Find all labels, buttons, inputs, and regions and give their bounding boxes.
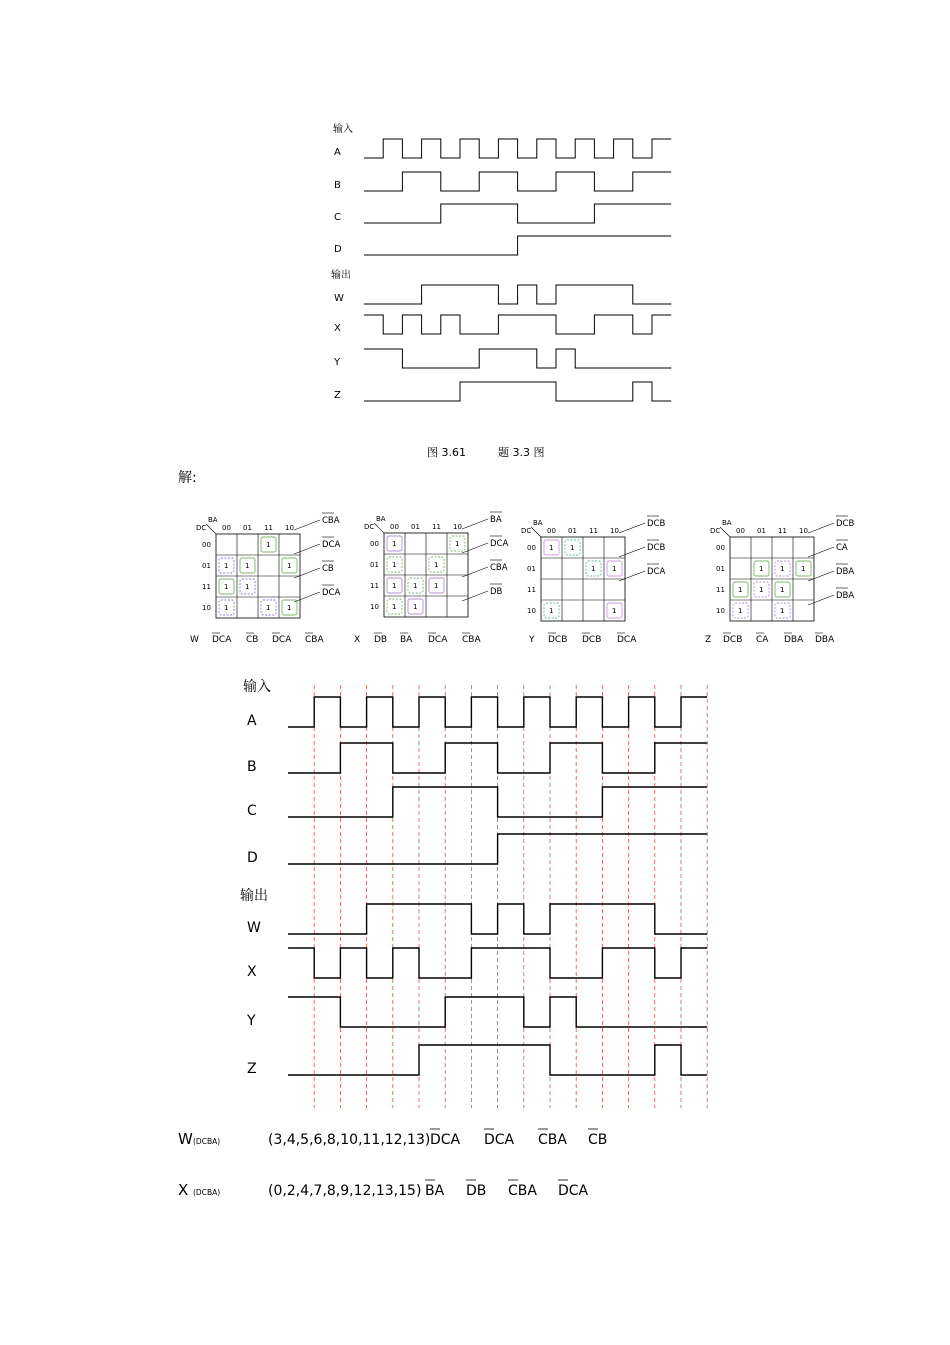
kmap-cell-one: 1	[780, 607, 785, 615]
kmap-row-label: 00	[202, 541, 211, 549]
kmap-term: DCA	[617, 635, 637, 645]
equation-term: CBA	[508, 1183, 537, 1199]
waveform-2-b	[288, 743, 707, 773]
input-heading-2: 输入	[243, 679, 271, 695]
kmap-callout-line	[619, 523, 645, 533]
kmap-term: DBA	[784, 635, 804, 645]
kmap-col-label: 00	[222, 524, 231, 532]
kmap-term: DBA	[815, 635, 835, 645]
waveform-z	[364, 382, 671, 401]
kmap-cell-one: 1	[591, 565, 596, 573]
kmap-row-label: 01	[370, 561, 379, 569]
signal-label-d: D	[334, 244, 342, 255]
kmap-callout: DB	[490, 587, 503, 597]
kmap-callout-line	[462, 567, 488, 577]
waveform-w	[364, 285, 671, 304]
figure-number: 图 3.61	[427, 446, 466, 459]
kmap-callout-line	[294, 520, 320, 530]
kmap-cell-one: 1	[287, 562, 292, 570]
kmap-col-label: 10	[453, 523, 462, 531]
waveform-x	[364, 315, 671, 334]
kmap-w	[190, 513, 340, 645]
equation-subscript: (DCBA)	[193, 1137, 221, 1146]
figure-caption: 题 3.3 图	[498, 446, 545, 459]
solution-label: 解:	[178, 470, 197, 486]
kmap-term: DCA	[272, 635, 292, 645]
waveform-2-d	[288, 834, 707, 864]
kmap-term: DCB	[723, 635, 743, 645]
waveform-c	[364, 204, 671, 223]
waveform-b	[364, 172, 671, 191]
signal-label-b: B	[334, 180, 341, 191]
kmap-callout: CA	[836, 543, 848, 553]
kmap-cell-one: 1	[759, 586, 764, 594]
kmap-term: DCA	[428, 635, 448, 645]
kmap-row-label: 10	[202, 604, 211, 612]
karnaugh-maps	[190, 512, 854, 645]
kmap-cell-one: 1	[224, 583, 229, 591]
equation-x	[178, 1180, 589, 1199]
kmap-row-label: 01	[527, 565, 536, 573]
kmap-term: CBA	[305, 635, 324, 645]
kmap-col-header: BA	[722, 519, 732, 527]
waveform-2-a	[288, 697, 707, 727]
waveform-y	[364, 349, 671, 368]
kmap-cell-one: 1	[801, 565, 806, 573]
equation-minterms: (0,2,4,7,8,9,12,13,15)	[268, 1183, 422, 1199]
kmap-cell-one: 1	[612, 607, 617, 615]
waveform-a	[364, 139, 671, 158]
equation-term: CBA	[538, 1132, 567, 1148]
kmap-cell-one: 1	[413, 603, 418, 611]
timing-diagram-top	[331, 122, 671, 401]
kmap-callout: DCB	[647, 543, 666, 553]
kmap-col-label: 01	[568, 527, 577, 535]
kmap-cell-one: 1	[392, 540, 397, 548]
kmap-corner	[531, 527, 541, 537]
kmap-cell-one: 1	[245, 583, 250, 591]
kmap-col-label: 01	[411, 523, 420, 531]
kmap-term: DCB	[548, 635, 568, 645]
kmap-term: DB	[374, 635, 388, 645]
kmap-z	[705, 516, 854, 645]
kmap-col-label: 10	[799, 527, 808, 535]
equation-w	[178, 1129, 607, 1148]
kmap-row-label: 01	[716, 565, 725, 573]
kmap-cell-one: 1	[759, 565, 764, 573]
kmap-cell-one: 1	[780, 565, 785, 573]
signal-label-z: Z	[334, 390, 341, 401]
signal-label-2-c: C	[247, 803, 257, 819]
kmap-row-label: 00	[716, 544, 725, 552]
kmap-cell-one: 1	[434, 582, 439, 590]
kmap-term: DCB	[582, 635, 602, 645]
kmap-callout: DCA	[647, 567, 666, 577]
kmap-corner	[374, 523, 384, 533]
kmap-callout: DCB	[836, 519, 855, 529]
equation-term: DCA	[558, 1183, 589, 1199]
equation-term: DCA	[484, 1132, 515, 1148]
kmap-col-label: 10	[285, 524, 294, 532]
kmap-col-header: BA	[208, 516, 218, 524]
kmap-cell-one: 1	[780, 586, 785, 594]
equation-lhs: W	[178, 1130, 193, 1148]
kmap-row-header: DC	[196, 524, 207, 532]
kmap-row-label: 00	[527, 544, 536, 552]
kmap-row-label: 11	[202, 583, 211, 591]
kmap-callout: CB	[322, 564, 334, 574]
equation-subscript: (DCBA)	[193, 1188, 221, 1197]
kmap-col-label: 11	[778, 527, 787, 535]
kmap-y	[521, 516, 665, 645]
kmap-cell-one: 1	[413, 582, 418, 590]
kmap-callout: CBA	[490, 563, 508, 573]
kmap-row-header: DC	[710, 527, 721, 535]
kmap-corner	[206, 524, 216, 534]
equation-minterms: (3,4,5,6,8,10,11,12,13)	[268, 1132, 431, 1148]
kmap-row-label: 11	[370, 582, 379, 590]
signal-label-w: W	[334, 293, 344, 304]
kmap-row-label: 10	[370, 603, 379, 611]
kmap-output-label: Y	[529, 635, 535, 645]
kmap-term: CB	[246, 635, 259, 645]
waveform-2-c	[288, 787, 707, 817]
kmap-corner	[720, 527, 730, 537]
kmap-callout-line	[462, 519, 488, 529]
kmap-col-label: 10	[610, 527, 619, 535]
kmap-row-label: 00	[370, 540, 379, 548]
input-heading: 输入	[333, 124, 353, 135]
kmap-callout-line	[294, 568, 320, 578]
kmap-col-label: 11	[264, 524, 273, 532]
kmap-output-label: X	[354, 635, 361, 645]
equations	[178, 1129, 607, 1199]
kmap-cell-one: 1	[455, 540, 460, 548]
kmap-col-label: 01	[757, 527, 766, 535]
output-heading: 输出	[331, 270, 351, 281]
signal-label-2-x: X	[247, 964, 257, 980]
kmap-cell-one: 1	[287, 604, 292, 612]
kmap-cell-one: 1	[224, 604, 229, 612]
timing-diagram-bottom	[240, 679, 707, 1108]
kmap-callout-line	[619, 547, 645, 557]
kmap-row-label: 10	[716, 607, 725, 615]
kmap-cell-one: 1	[392, 561, 397, 569]
kmap-term: CBA	[462, 635, 481, 645]
kmap-col-label: 00	[736, 527, 745, 535]
kmap-callout-line	[808, 571, 834, 581]
kmap-col-label: 11	[432, 523, 441, 531]
output-heading-2: 输出	[240, 888, 268, 904]
kmap-callout: BA	[490, 515, 502, 525]
signal-label-2-a: A	[247, 713, 257, 729]
kmap-cell-one: 1	[224, 562, 229, 570]
kmap-callout: DCA	[322, 540, 341, 550]
signal-label-x: X	[334, 323, 341, 334]
kmap-callout: DCB	[647, 519, 666, 529]
waveform-2-w	[288, 904, 707, 934]
signal-label-2-b: B	[247, 759, 257, 775]
kmap-cell-one: 1	[549, 544, 554, 552]
kmap-cell-one: 1	[392, 603, 397, 611]
kmap-col-label: 01	[243, 524, 252, 532]
equation-term: BA	[425, 1183, 445, 1199]
waveforms	[364, 139, 671, 401]
kmap-col-label: 00	[390, 523, 399, 531]
signal-label-2-d: D	[247, 850, 258, 866]
kmap-term: DCA	[212, 635, 232, 645]
kmap-cell-one: 1	[266, 604, 271, 612]
kmap-callout-line	[462, 543, 488, 553]
kmap-row-header: DC	[521, 527, 532, 535]
signal-label-a: A	[334, 147, 341, 158]
kmap-row-label: 10	[527, 607, 536, 615]
kmap-row-label: 11	[716, 586, 725, 594]
kmap-callout: DCA	[322, 588, 341, 598]
kmap-cell-one: 1	[549, 607, 554, 615]
kmap-output-label: W	[190, 635, 199, 645]
equation-term: DCA	[430, 1132, 461, 1148]
kmap-term: BA	[400, 635, 413, 645]
equation-term: CB	[588, 1132, 608, 1148]
kmap-cell-one: 1	[570, 544, 575, 552]
waveform-d	[364, 236, 671, 255]
kmap-cell-one: 1	[434, 561, 439, 569]
kmap-callout-line	[808, 547, 834, 557]
kmap-callout: DCA	[490, 539, 509, 549]
signal-label-2-y: Y	[247, 1013, 256, 1029]
kmap-row-header: DC	[364, 523, 375, 531]
kmap-callout-line	[808, 523, 834, 533]
kmap-row-label: 11	[527, 586, 536, 594]
kmap-cell-one: 1	[738, 586, 743, 594]
equation-term: DB	[466, 1183, 487, 1199]
kmap-col-label: 11	[589, 527, 598, 535]
kmap-cell-one: 1	[738, 607, 743, 615]
kmap-row-label: 01	[202, 562, 211, 570]
kmap-cell-one: 1	[245, 562, 250, 570]
kmap-col-header: BA	[533, 519, 543, 527]
kmap-callout: CBA	[322, 516, 340, 526]
kmap-cell-one: 1	[392, 582, 397, 590]
signal-label-c: C	[334, 212, 341, 223]
kmap-col-header: BA	[376, 515, 386, 523]
signal-label-2-z: Z	[247, 1061, 257, 1077]
signal-label-2-w: W	[247, 920, 261, 936]
kmap-col-label: 00	[547, 527, 556, 535]
equation-lhs: X	[178, 1181, 189, 1199]
kmap-callout: DBA	[836, 567, 855, 577]
kmap-cell-one: 1	[612, 565, 617, 573]
kmap-callout: DBA	[836, 591, 855, 601]
kmap-output-label: Z	[705, 635, 712, 645]
waveforms-2	[288, 697, 707, 1075]
kmap-callout-line	[619, 571, 645, 581]
kmap-cell-one: 1	[266, 541, 271, 549]
kmap-term: CA	[756, 635, 769, 645]
kmap-callout-line	[294, 544, 320, 554]
signal-label-y: Y	[334, 357, 341, 368]
kmap-x	[354, 512, 508, 645]
